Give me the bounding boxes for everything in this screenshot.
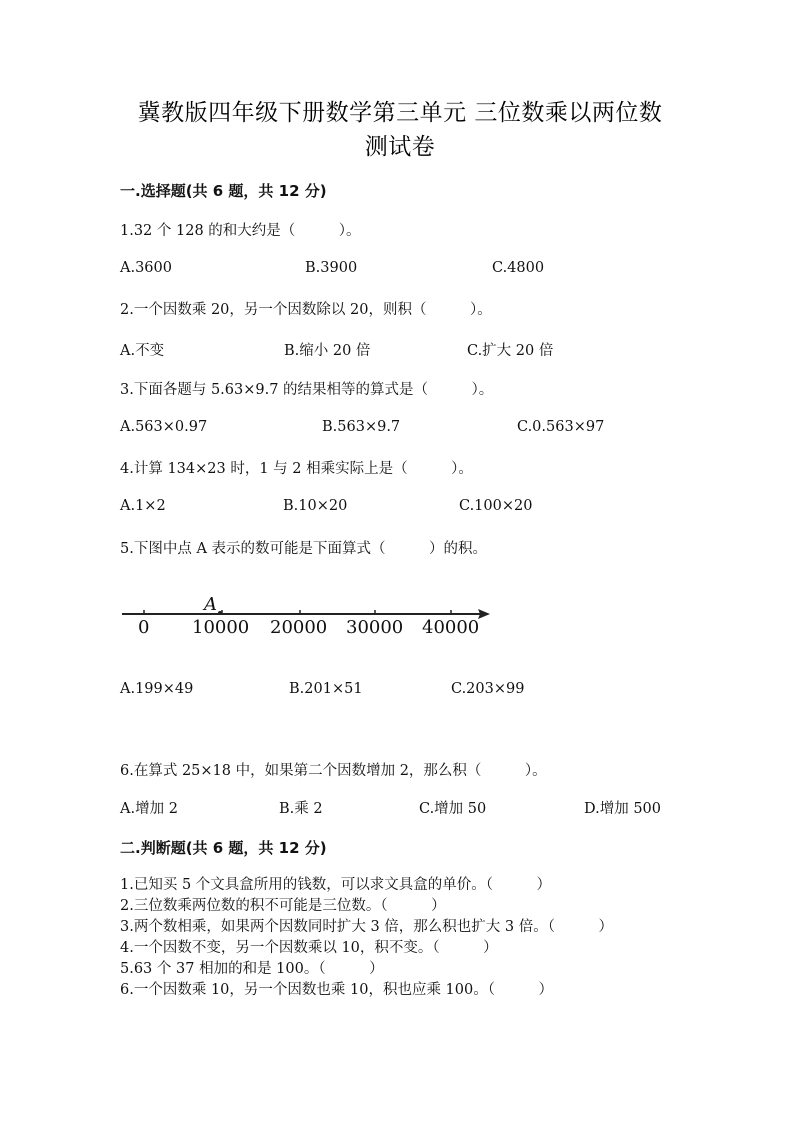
page-title: 冀教版四年级下册数学第三单元 三位数乘以两位数	[137, 100, 663, 126]
q3-option-a[interactable]: A.563×0.97	[120, 419, 208, 435]
q2-option-a[interactable]: A.不变	[120, 343, 165, 359]
point-a-label: A	[204, 594, 217, 615]
judge-item-2: 2.三位数乘两位数的积不可能是三位数。（ ）	[120, 898, 446, 914]
q5-option-c[interactable]: C.203×99	[451, 681, 525, 697]
q1-option-a[interactable]: A.3600	[120, 260, 172, 276]
q6-option-a[interactable]: A.增加 2	[120, 801, 178, 817]
q2-option-c[interactable]: C.扩大 20 倍	[467, 343, 554, 359]
judge-item-4: 4.一个因数不变，另一个因数乘以 10，积不变。（ ）	[120, 940, 498, 956]
question-5: 5.下图中点 A 表示的数可能是下面算式（ ）的积。	[120, 541, 488, 557]
question-1: 1.32 个 128 的和大约是（ ）。	[120, 223, 361, 239]
tick-label-40000: 40000	[422, 617, 480, 638]
question-2: 2.一个因数乘 20，另一个因数除以 20，则积（ ）。	[120, 302, 492, 318]
tick-label-10000: 10000	[192, 617, 250, 638]
q6-option-b[interactable]: B.乘 2	[279, 801, 323, 817]
judge-item-6: 6.一个因数乘 10，另一个因数也乘 10，积也应乘 100。（ ）	[120, 982, 553, 998]
q4-option-b[interactable]: B.10×20	[283, 498, 348, 514]
q4-option-a[interactable]: A.1×2	[120, 498, 166, 514]
q5-option-b[interactable]: B.201×51	[289, 681, 363, 697]
q1-option-b[interactable]: B.3900	[305, 260, 358, 276]
section-heading-judge: 二.判断题(共 6 题，共 12 分)	[120, 839, 327, 857]
q4-option-c[interactable]: C.100×20	[459, 498, 533, 514]
tick-label-0: 0	[138, 617, 150, 638]
section-heading-choice: 一.选择题(共 6 题，共 12 分)	[120, 182, 327, 200]
judge-item-3: 3.两个数相乘，如果两个因数同时扩大 3 倍，那么积也扩大 3 倍。（ ）	[120, 919, 613, 935]
question-4: 4.计算 134×23 时，1 与 2 相乘实际上是（ ）。	[120, 461, 473, 477]
judge-item-5: 5.63 个 37 相加的和是 100。（ ）	[120, 961, 384, 977]
number-line-figure	[118, 592, 498, 640]
q3-option-b[interactable]: B.563×9.7	[322, 419, 401, 435]
page-title-line2: 测试卷	[364, 134, 436, 160]
point-a-dot	[218, 611, 222, 615]
q1-option-c[interactable]: C.4800	[492, 260, 545, 276]
q6-option-d[interactable]: D.增加 500	[584, 801, 662, 817]
question-6: 6.在算式 25×18 中，如果第二个因数增加 2，那么积（ ）。	[120, 763, 547, 779]
tick-label-30000: 30000	[346, 617, 404, 638]
judge-item-1: 1.已知买 5 个文具盒所用的钱数，可以求文具盒的单价。（ ）	[120, 877, 552, 893]
q6-option-c[interactable]: C.增加 50	[419, 801, 487, 817]
tick-label-20000: 20000	[270, 617, 328, 638]
q2-option-b[interactable]: B.缩小 20 倍	[284, 343, 371, 359]
question-3: 3.下面各题与 5.63×9.7 的结果相等的算式是（ ）。	[120, 382, 494, 398]
q5-option-a[interactable]: A.199×49	[120, 681, 194, 697]
q3-option-c[interactable]: C.0.563×97	[517, 419, 605, 435]
